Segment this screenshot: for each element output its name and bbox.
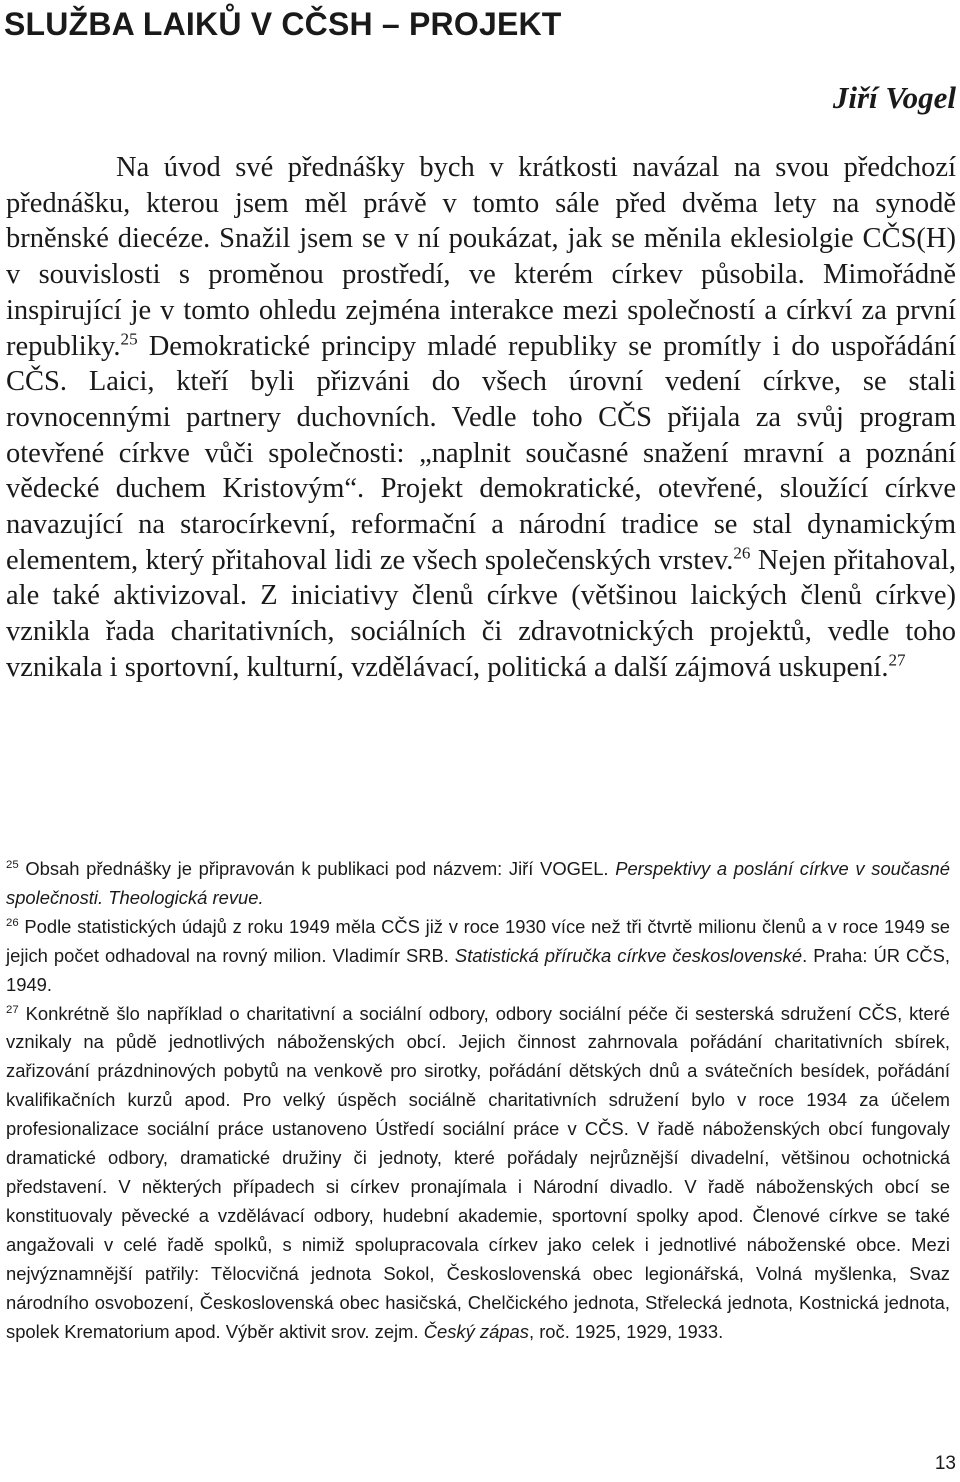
footnote-ref-25: 25 xyxy=(120,329,138,349)
footnote-ref-26: 26 xyxy=(733,543,751,563)
body-text-part-2: Demokratické principy mladé republiky se promítly i do uspořádání CČS. Laici, kteří byli přizváni do všech úrovní vedení církve, se stali rovnocennými partnery duchovních. Vedle toho CČS přijala za svůj program otevřené církve vůči společnosti: „naplnit současné snažení mravní a poznání vědecké duchem Kristovým“. Projekt demokratické, otevřené, sloužící církve navazující na starocírkevní, reformační a národní tradice se stal dynamickým elementem, který přitahoval lidi ze všech společenských vrstev. xyxy=(6,330,956,576)
footnote-text-end: . Praha: ÚR CČS, 1949. xyxy=(6,944,950,995)
footnote-text: Konkrétně šlo například o charitativní a sociální odbory, odbory sociální péče či sesterská sdružení CČS, které vznikaly na půdě jednotlivých náboženských obcí. Jejich činnost zahrnovala pořádání charitativních sbírek, zařizování prázdninových pobytů na venkově pro sirotky, pořádání dětských dnů a svátečních besídek, pořádání kvalifikačních kurzů apod. Pro velký úspěch sociálně charitativních sdružení bylo v roce 1934 za účelem profesionalizace sociální práce ustanoveno Ústředí sociální práce v CČS. V řadě náboženských obcí fungovaly dramatické odbory, dramatické družiny či jednoty, které pořádaly nejrůznější divadelní, většinou ochotnická představení. V některých případech si církev pronajímala i Národní divadlo. V řadě náboženských obcí se konstituovaly pěvecké a vzdělávací odbory, hudební akademie, sportovní spolky apod. Členové církve se také angažovali v celé řadě spolků, s nimiž spolupracovala církev jako celek i jednotlivé náboženské obce. Mezi nejvýznamnější patřily: Tělocvičná jednota Sokol, Československá obec legionářská, Volná myšlenka, Svaz národního osvobození, Československá obec hasičská, Chelčického jednota, Střelecká jednota, Kostnická jednota, spolek Krematorium apod. Výběr aktivit srov. zejm. xyxy=(6,1002,950,1342)
footnote-title-italic: Perspektivy a poslání církve v současné společnosti. Theologická revue. xyxy=(6,858,950,908)
footnote-number: 26 xyxy=(6,916,19,929)
footnote-26 xyxy=(6,913,950,1000)
body-text-part-1: Na úvod své přednášky bych v krátkosti navázal na svou předchozí přednášku, kterou jsem měl právě v tomto sále před dvěma lety na synodě brněnské diecéze. Snažil jsem se v ní poukázat, jak se měnila eklesiolgie CČS(H) v souvislosti s proměnou prostředí, ve kterém církev působila. Mimořádně inspirující je v tomto ohledu zejména interakce mezi společností a církví za první republiky. xyxy=(6,152,956,362)
body-paragraph xyxy=(6,150,956,686)
author-name: Jiří Vogel xyxy=(832,80,956,115)
footnote-number: 27 xyxy=(6,1003,19,1016)
footnote-ref-27: 27 xyxy=(888,650,906,670)
footnote-title-italic: Statistická příručka církve československé xyxy=(454,944,803,966)
footnote-27 xyxy=(6,1000,950,1347)
footnote-text: Obsah přednášky je připravován k publikaci pod názvem: Jiří VOGEL. xyxy=(18,858,616,879)
footnotes-section xyxy=(6,855,950,1346)
footnote-text: Podle statistických údajů z roku 1949 měla CČS již v roce 1930 více než tři čtvrtě milionu členů a v roce 1949 se jejich počet odhadoval na rovný milion. Vladimír SRB. xyxy=(6,915,950,966)
page-title: SLUŽBA LAIKŮ V CČSH – PROJEKT xyxy=(4,6,562,42)
page-number: 13 xyxy=(934,1453,956,1474)
footnote-25 xyxy=(6,855,950,913)
body-text-part-3: Nejen přitahoval, ale také aktivizoval. Z iniciativy členů církve (většinou laických členů církve) vznikla řada charitativních, sociálních či zdravotnických projektů, vedle toho vznikala i sportovní, kulturní, vzdělávací, politická a další zájmová uskupení. xyxy=(6,544,956,683)
footnote-text-end: , roč. 1925, 1929, 1933. xyxy=(528,1320,724,1342)
footnote-title-italic: Český zápas xyxy=(423,1320,529,1342)
footnote-number: 25 xyxy=(6,858,19,871)
